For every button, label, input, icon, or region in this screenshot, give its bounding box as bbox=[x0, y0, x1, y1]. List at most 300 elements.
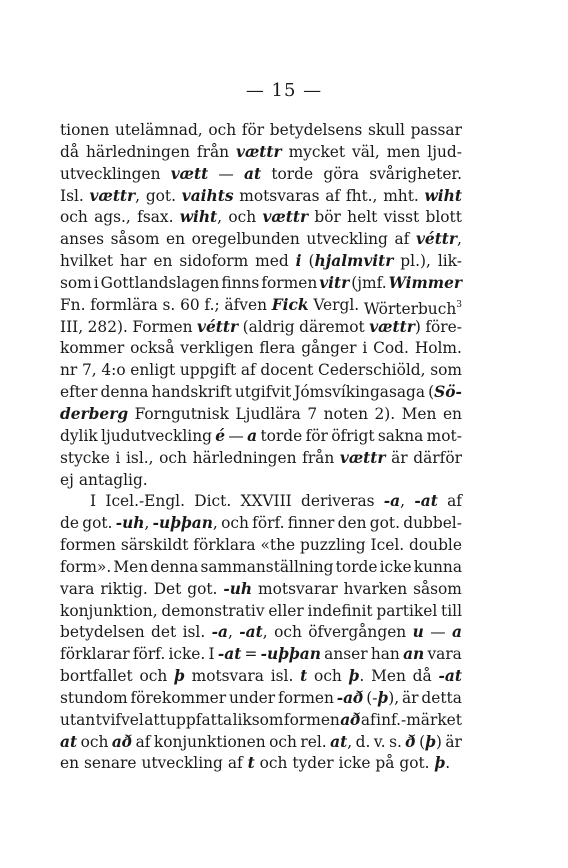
word-part: 3 bbox=[456, 299, 462, 310]
italic-word: i bbox=[295, 252, 302, 271]
word-part: kunna bbox=[413, 557, 462, 576]
word-part: isl., bbox=[126, 448, 154, 467]
word bbox=[403, 513, 462, 535]
word-part: formen bbox=[283, 710, 340, 729]
word-part: såsom bbox=[110, 230, 160, 249]
word bbox=[331, 426, 374, 448]
word-part: got. bbox=[399, 754, 430, 773]
word bbox=[60, 142, 79, 164]
text-line bbox=[60, 207, 462, 229]
word-part: tyder bbox=[292, 754, 334, 773]
word-part: på bbox=[375, 754, 395, 773]
italic-word: Fick bbox=[271, 295, 309, 314]
italic-word: að bbox=[111, 732, 133, 751]
word bbox=[400, 251, 431, 273]
word-part: got. bbox=[82, 514, 113, 533]
word bbox=[337, 688, 364, 710]
word bbox=[218, 644, 241, 666]
word-part: då bbox=[60, 142, 80, 161]
word-part: Det bbox=[153, 579, 182, 598]
word bbox=[427, 142, 462, 164]
word bbox=[90, 186, 141, 208]
word bbox=[101, 382, 149, 404]
word-part: sakna bbox=[377, 426, 424, 445]
text-line bbox=[60, 273, 462, 295]
word-part: och bbox=[159, 448, 187, 467]
word bbox=[255, 251, 289, 273]
word-part: icke bbox=[379, 557, 412, 576]
word bbox=[60, 120, 109, 142]
word-part: en bbox=[153, 252, 173, 271]
word bbox=[308, 622, 406, 644]
italic-word: vættr bbox=[339, 448, 386, 467]
text-line bbox=[60, 491, 462, 513]
word-part: fsax. bbox=[137, 208, 174, 227]
word-part: en bbox=[60, 754, 80, 773]
word bbox=[430, 360, 462, 382]
word bbox=[421, 688, 462, 710]
word-part: inf.-märket bbox=[376, 710, 462, 729]
word-part: från bbox=[196, 142, 230, 161]
word bbox=[90, 295, 158, 317]
word-part: motsvara bbox=[191, 667, 264, 686]
word bbox=[336, 557, 378, 579]
word-part: docent bbox=[260, 361, 314, 380]
word-part: 2). bbox=[374, 404, 396, 423]
word-part: af bbox=[227, 754, 243, 773]
word bbox=[300, 732, 326, 754]
italic-word: -að bbox=[336, 688, 364, 707]
word bbox=[168, 644, 205, 666]
word-part: demonstrativ bbox=[161, 601, 265, 620]
word bbox=[60, 426, 98, 448]
word bbox=[430, 622, 445, 644]
word bbox=[150, 557, 198, 579]
word-part: 4:o bbox=[101, 361, 126, 380]
word bbox=[443, 404, 462, 426]
word bbox=[413, 622, 424, 644]
word bbox=[409, 535, 462, 557]
word-part: Men bbox=[401, 404, 437, 423]
word bbox=[296, 251, 302, 273]
word bbox=[300, 535, 366, 557]
word bbox=[166, 229, 185, 251]
word bbox=[243, 317, 295, 339]
word-part: i bbox=[93, 273, 99, 292]
word-part: detta bbox=[421, 688, 462, 707]
word-part: det bbox=[151, 623, 177, 642]
word-part: fht., bbox=[345, 186, 378, 205]
word bbox=[241, 360, 256, 382]
word-part: i bbox=[362, 339, 368, 358]
word-part: = bbox=[244, 645, 258, 664]
word-part: Cederschiöld, bbox=[318, 361, 426, 380]
word-part: torde bbox=[271, 164, 314, 183]
italic-word: wiht bbox=[179, 208, 218, 227]
word-part: senare bbox=[83, 754, 137, 773]
word-part: tionen bbox=[60, 121, 110, 139]
word-part: betydelsen bbox=[60, 623, 145, 642]
italic-word: vitr bbox=[319, 273, 350, 292]
word bbox=[268, 601, 303, 623]
italic-word: hjalmvitr bbox=[314, 252, 394, 271]
text-line bbox=[60, 666, 462, 688]
word bbox=[391, 448, 408, 470]
text-line bbox=[60, 535, 462, 557]
word bbox=[376, 601, 437, 623]
italic-word: derberg bbox=[60, 404, 129, 423]
word-part: konjunktion, bbox=[60, 601, 158, 620]
word bbox=[299, 317, 365, 339]
word bbox=[362, 338, 367, 360]
word bbox=[414, 557, 462, 579]
word-part: puzzling bbox=[300, 536, 366, 555]
word bbox=[60, 382, 97, 404]
word-part: Ljudlära bbox=[235, 404, 301, 423]
word bbox=[144, 710, 166, 732]
text-line bbox=[60, 164, 462, 186]
word bbox=[60, 448, 110, 470]
word bbox=[344, 579, 408, 601]
word bbox=[60, 317, 83, 339]
word bbox=[111, 229, 160, 251]
italic-word: Wimmer bbox=[388, 273, 462, 292]
word-part: , bbox=[217, 208, 223, 227]
word bbox=[302, 448, 334, 470]
word bbox=[235, 404, 300, 426]
word-part: formen bbox=[261, 273, 318, 292]
italic-word: -at bbox=[438, 667, 462, 686]
word-part: svårigheter. bbox=[369, 164, 462, 183]
word-part: isl. bbox=[182, 623, 206, 642]
word-part: s. bbox=[162, 295, 176, 314]
word-part: däremot bbox=[299, 317, 365, 336]
word bbox=[289, 142, 346, 164]
word-part: är bbox=[402, 688, 419, 707]
word bbox=[94, 273, 99, 295]
word bbox=[394, 229, 409, 251]
word-part: i bbox=[115, 448, 121, 467]
word bbox=[221, 273, 259, 295]
italic-word: þ bbox=[377, 688, 389, 707]
word bbox=[369, 164, 462, 186]
word-part: partikel bbox=[376, 601, 438, 620]
word-part: ags., bbox=[94, 208, 131, 227]
word bbox=[84, 753, 137, 775]
text-line bbox=[60, 470, 462, 492]
italic-word: u bbox=[412, 623, 424, 642]
word-part: passar bbox=[410, 121, 462, 139]
word bbox=[301, 338, 356, 360]
italic-word: vættr bbox=[89, 186, 136, 205]
word bbox=[294, 382, 425, 404]
word-part: af bbox=[360, 710, 376, 729]
word bbox=[368, 120, 405, 142]
italic-word: -at bbox=[414, 492, 438, 511]
word-part: pl.), bbox=[400, 252, 431, 271]
word bbox=[179, 251, 248, 273]
word-part: denna bbox=[150, 557, 199, 576]
word-part: att bbox=[144, 710, 166, 729]
word bbox=[60, 557, 111, 579]
word bbox=[371, 666, 406, 688]
word bbox=[325, 186, 340, 208]
word-part: kommer bbox=[60, 339, 125, 358]
word bbox=[60, 470, 74, 492]
word-part: hvarken bbox=[343, 579, 408, 598]
word-part: verkligen bbox=[180, 339, 254, 358]
word-part: sidoform bbox=[179, 252, 249, 271]
word bbox=[100, 579, 147, 601]
word bbox=[383, 186, 419, 208]
word bbox=[323, 164, 359, 186]
word bbox=[324, 644, 367, 666]
word-part: I bbox=[208, 645, 215, 664]
word bbox=[356, 732, 371, 754]
word bbox=[292, 753, 333, 775]
word bbox=[308, 251, 393, 273]
word bbox=[403, 644, 424, 666]
word bbox=[60, 579, 94, 601]
word bbox=[413, 579, 462, 601]
word bbox=[153, 251, 172, 273]
text-line bbox=[60, 360, 462, 382]
word bbox=[252, 513, 284, 535]
word-part: de bbox=[60, 514, 79, 533]
word bbox=[60, 622, 145, 644]
text-line bbox=[60, 404, 462, 426]
word bbox=[373, 338, 409, 360]
word bbox=[194, 491, 231, 513]
italic-word: wiht bbox=[424, 186, 462, 205]
text-line bbox=[60, 710, 462, 732]
word bbox=[218, 164, 233, 186]
word-part: och bbox=[228, 208, 257, 227]
word-part: visst bbox=[383, 208, 420, 227]
word-part: härledningen bbox=[85, 142, 190, 161]
word bbox=[389, 273, 462, 295]
word bbox=[402, 404, 437, 426]
word bbox=[324, 404, 368, 426]
word-part: formlära bbox=[90, 295, 158, 314]
word bbox=[236, 142, 282, 164]
word bbox=[193, 448, 297, 470]
text-line bbox=[60, 120, 462, 142]
word-part: got. bbox=[187, 579, 218, 598]
word bbox=[101, 360, 125, 382]
text-line bbox=[60, 251, 462, 273]
word bbox=[60, 513, 79, 535]
word bbox=[192, 666, 264, 688]
word-part: nr bbox=[60, 361, 78, 380]
word bbox=[271, 164, 313, 186]
word-part: f.; bbox=[204, 295, 220, 314]
word-part: uppgift bbox=[179, 361, 237, 380]
word bbox=[248, 753, 255, 775]
word-part: — bbox=[430, 623, 446, 642]
word-part: före- bbox=[425, 317, 462, 336]
word bbox=[209, 644, 215, 666]
word bbox=[96, 710, 144, 732]
word-part: flera bbox=[259, 339, 296, 358]
word bbox=[60, 164, 160, 186]
word bbox=[212, 622, 233, 644]
word bbox=[180, 360, 236, 382]
word bbox=[413, 666, 432, 688]
word bbox=[380, 557, 412, 579]
word-part: ( bbox=[308, 252, 315, 271]
word-part: finns bbox=[221, 273, 260, 292]
word bbox=[272, 295, 309, 317]
italic-word: vættr bbox=[369, 317, 415, 336]
word-part: utgifvit bbox=[234, 383, 292, 402]
word-part: sammanställning bbox=[200, 557, 334, 576]
word bbox=[60, 186, 84, 208]
text-line bbox=[60, 579, 462, 601]
word-part: och bbox=[269, 732, 297, 751]
word bbox=[402, 688, 419, 710]
word bbox=[154, 732, 266, 754]
word-part: utelämnad, bbox=[114, 121, 203, 139]
word bbox=[130, 338, 174, 360]
word-part: bortfallet bbox=[60, 667, 133, 686]
word-part: «the bbox=[260, 536, 296, 555]
word bbox=[60, 251, 113, 273]
word bbox=[405, 732, 415, 754]
text-line bbox=[60, 601, 462, 623]
word-part: Gottlandslagen bbox=[100, 273, 220, 292]
word-part: och bbox=[314, 667, 342, 686]
word-part: helt bbox=[347, 208, 378, 227]
word-part: ), bbox=[388, 688, 400, 707]
word-part: men bbox=[386, 142, 421, 161]
word bbox=[419, 732, 442, 754]
word bbox=[60, 207, 88, 229]
word-part: motsvaras bbox=[239, 186, 320, 205]
word-part: dylik bbox=[60, 426, 98, 445]
word bbox=[319, 273, 349, 295]
word bbox=[338, 513, 367, 535]
word bbox=[452, 622, 462, 644]
word-part: oregelbunden bbox=[191, 230, 300, 249]
text-line bbox=[60, 557, 462, 579]
word-part: anses bbox=[60, 230, 104, 249]
word-part: Cod. bbox=[373, 339, 409, 358]
italic-word: a bbox=[247, 426, 258, 445]
word-part: III, bbox=[60, 317, 84, 336]
word bbox=[347, 207, 377, 229]
body-text bbox=[60, 120, 462, 775]
italic-word: véttr bbox=[415, 230, 458, 249]
word-part: stundom bbox=[60, 688, 128, 707]
word bbox=[371, 644, 400, 666]
word bbox=[428, 382, 462, 404]
word bbox=[314, 207, 340, 229]
word bbox=[79, 470, 148, 492]
word-part: 282). bbox=[87, 317, 128, 336]
word-part: eller bbox=[268, 601, 304, 620]
word bbox=[370, 513, 400, 535]
word bbox=[413, 448, 462, 470]
word-part: v. bbox=[373, 732, 386, 751]
word bbox=[438, 666, 461, 688]
word-part: ( bbox=[419, 732, 426, 751]
word-part: af bbox=[394, 230, 410, 249]
word-part: förf. bbox=[132, 645, 166, 664]
word-part: konjunktionen bbox=[153, 732, 266, 751]
word-part: XXVIII bbox=[240, 492, 292, 511]
word bbox=[426, 207, 462, 229]
word bbox=[425, 186, 462, 208]
word bbox=[137, 207, 173, 229]
word-part: utan bbox=[60, 710, 96, 729]
word bbox=[300, 666, 307, 688]
italic-word: -uþþan bbox=[152, 514, 213, 533]
italic-word: -at bbox=[239, 623, 263, 642]
text-line bbox=[60, 186, 462, 208]
word bbox=[271, 666, 294, 688]
word-part: — bbox=[218, 164, 234, 183]
word bbox=[113, 557, 148, 579]
word bbox=[60, 732, 77, 754]
italic-word: að bbox=[340, 710, 361, 729]
word bbox=[374, 732, 386, 754]
italic-word: an bbox=[403, 645, 425, 664]
word-part: , bbox=[135, 186, 141, 205]
word-part: deriveras bbox=[301, 492, 375, 511]
word bbox=[215, 426, 225, 448]
word-part: 60 bbox=[180, 295, 200, 314]
word-part: är bbox=[391, 448, 408, 467]
italic-word: -uh bbox=[115, 514, 145, 533]
word bbox=[139, 666, 167, 688]
word bbox=[120, 251, 146, 273]
word-part: ) bbox=[414, 317, 421, 336]
word bbox=[60, 710, 95, 732]
word bbox=[154, 579, 182, 601]
word-part: denna bbox=[100, 383, 149, 402]
word-part: ej bbox=[60, 470, 74, 489]
word bbox=[166, 710, 232, 732]
text-line bbox=[60, 426, 462, 448]
word bbox=[261, 644, 321, 666]
word-part: handskrift bbox=[151, 383, 232, 402]
word-part: har bbox=[120, 252, 147, 271]
word bbox=[60, 338, 124, 360]
word-part: 7 bbox=[307, 404, 318, 423]
italic-word: vaihts bbox=[181, 186, 234, 205]
word bbox=[180, 338, 253, 360]
italic-word: t bbox=[300, 667, 308, 686]
word-part: ljudutveckling bbox=[101, 426, 212, 445]
word bbox=[235, 382, 291, 404]
word bbox=[241, 491, 292, 513]
word-part: Wörterbuch bbox=[363, 299, 457, 318]
word bbox=[180, 207, 222, 229]
word bbox=[374, 404, 395, 426]
word bbox=[81, 732, 109, 754]
word-part: ) bbox=[435, 732, 442, 751]
word-part: tvifvel bbox=[95, 710, 144, 729]
italic-word: -at bbox=[217, 645, 242, 664]
word bbox=[399, 753, 429, 775]
word bbox=[82, 513, 112, 535]
word bbox=[270, 120, 363, 142]
word bbox=[269, 732, 297, 754]
word bbox=[349, 666, 365, 688]
word bbox=[60, 229, 104, 251]
word bbox=[247, 426, 257, 448]
